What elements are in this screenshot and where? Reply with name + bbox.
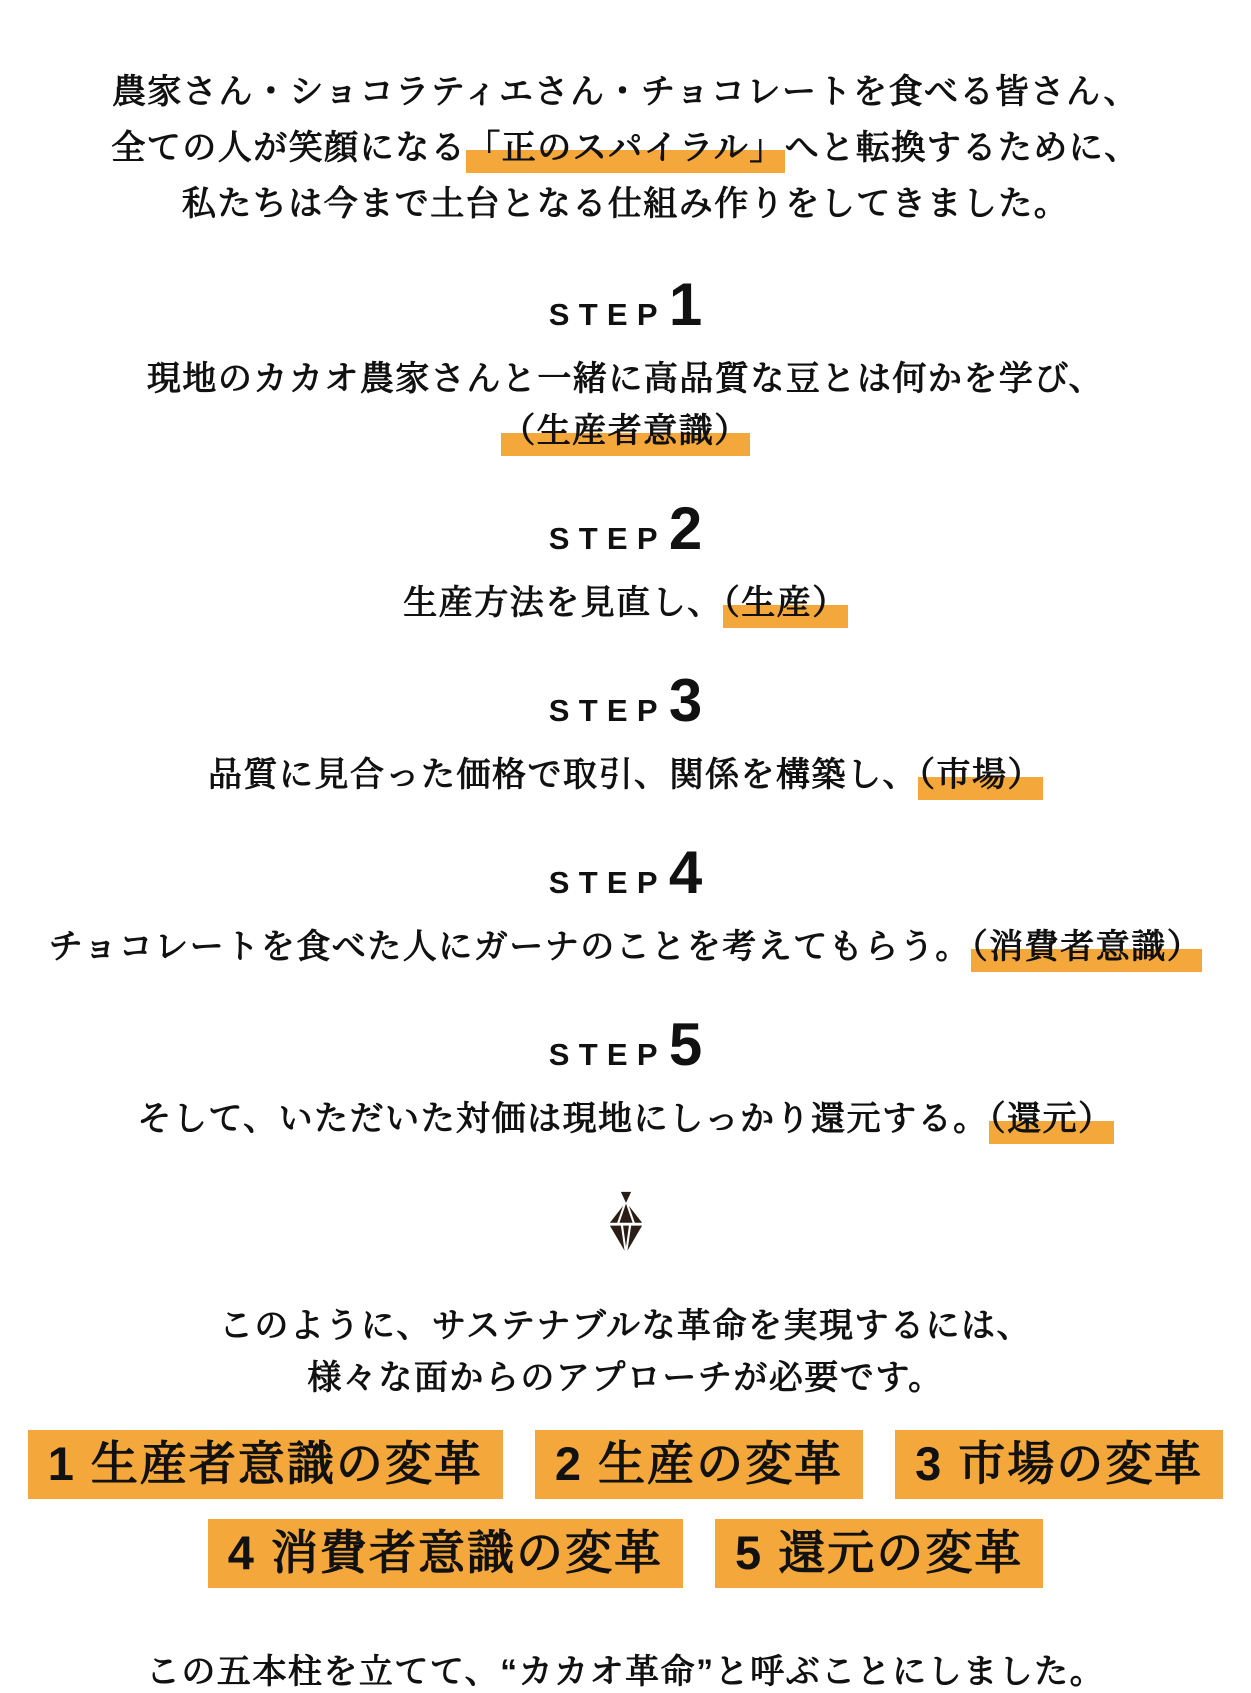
intro-line-3: 私たちは今まで土台となる仕組み作りをしてきました。 — [181, 185, 1070, 223]
pillar-row-1 — [0, 1430, 1251, 1499]
step-5-header — [0, 1012, 1251, 1094]
step-5-text-line — [0, 1094, 1251, 1144]
step-4-number: 4 — [668, 839, 703, 906]
step-5-label: STEP — [548, 1037, 667, 1072]
step-5-section — [0, 1012, 1251, 1144]
step-3-label: STEP — [548, 693, 667, 728]
intro-highlight-positive-spiral: 「正のスパイラル」 — [466, 129, 784, 173]
conclusion-line-2: 様々な面からのアプローチが必要です。 — [307, 1359, 944, 1397]
pillar-4-consumer-awareness: 4 消費者意識の変革 — [208, 1519, 683, 1588]
step-3-section — [0, 668, 1251, 800]
step-1-highlight-line — [0, 406, 1251, 456]
step-2-section — [0, 496, 1251, 628]
cacao-pod-icon — [604, 1188, 648, 1256]
intro-paragraph — [0, 64, 1251, 232]
pillar-2-production: 2 生産の変革 — [535, 1430, 863, 1499]
pillar-1-producer-awareness: 1 生産者意識の変革 — [28, 1430, 503, 1499]
conclusion-paragraph — [0, 1300, 1251, 1404]
pillars-block — [0, 1430, 1251, 1588]
step-2-highlight: （生産） — [723, 584, 848, 628]
step-1-label: STEP — [548, 297, 667, 332]
footer-statement: この五本柱を立てて、“カカオ革命”と呼ぶことにしました。 — [145, 1653, 1106, 1691]
step-3-number: 3 — [668, 667, 703, 734]
step-4-text: チョコレートを食べた人にガーナのことを考えてもらう。 — [48, 928, 971, 966]
step-1-text: 現地のカカオ農家さんと一緒に高品質な豆とは何かを学び、 — [146, 360, 1105, 398]
step-1-section — [0, 272, 1251, 456]
conclusion-line-1: このように、サステナブルな革命を実現するには、 — [218, 1307, 1033, 1345]
intro-line-1: 農家さん・ショコラティエさん・チョコレートを食べる皆さん、 — [111, 73, 1140, 111]
step-4-section — [0, 840, 1251, 972]
pillar-3-market: 3 市場の変革 — [895, 1430, 1223, 1499]
step-1-highlight: （生産者意識） — [501, 412, 750, 456]
intro-line-2 — [0, 120, 1251, 176]
step-2-number: 2 — [668, 495, 703, 562]
step-4-highlight: （消費者意識） — [971, 928, 1203, 972]
step-3-text: 品質に見合った価格で取引、関係を構築し、 — [208, 756, 918, 794]
intro-line-2-before: 全ての人が笑顔になる — [111, 129, 467, 167]
pillar-5-return: 5 還元の変革 — [715, 1519, 1043, 1588]
step-1-header — [0, 272, 1251, 354]
step-2-text: 生産方法を見直し、 — [403, 584, 723, 622]
step-5-number: 5 — [668, 1011, 703, 1078]
step-3-header — [0, 668, 1251, 750]
step-4-label: STEP — [548, 865, 667, 900]
divider-icon-wrap — [0, 1188, 1251, 1256]
intro-line-2-after: へと転換するために、 — [784, 129, 1140, 167]
step-5-text: そして、いただいた対価は現地にしっかり還元する。 — [137, 1100, 989, 1138]
step-5-highlight: （還元） — [989, 1100, 1114, 1144]
step-4-text-line — [0, 922, 1251, 972]
step-3-text-line — [0, 750, 1251, 800]
pillar-row-2 — [0, 1519, 1251, 1588]
step-2-text-line — [0, 578, 1251, 628]
step-1-number: 1 — [668, 271, 703, 338]
step-2-header — [0, 496, 1251, 578]
step-3-highlight: （市場） — [918, 756, 1043, 800]
step-2-label: STEP — [548, 521, 667, 556]
step-4-header — [0, 840, 1251, 922]
